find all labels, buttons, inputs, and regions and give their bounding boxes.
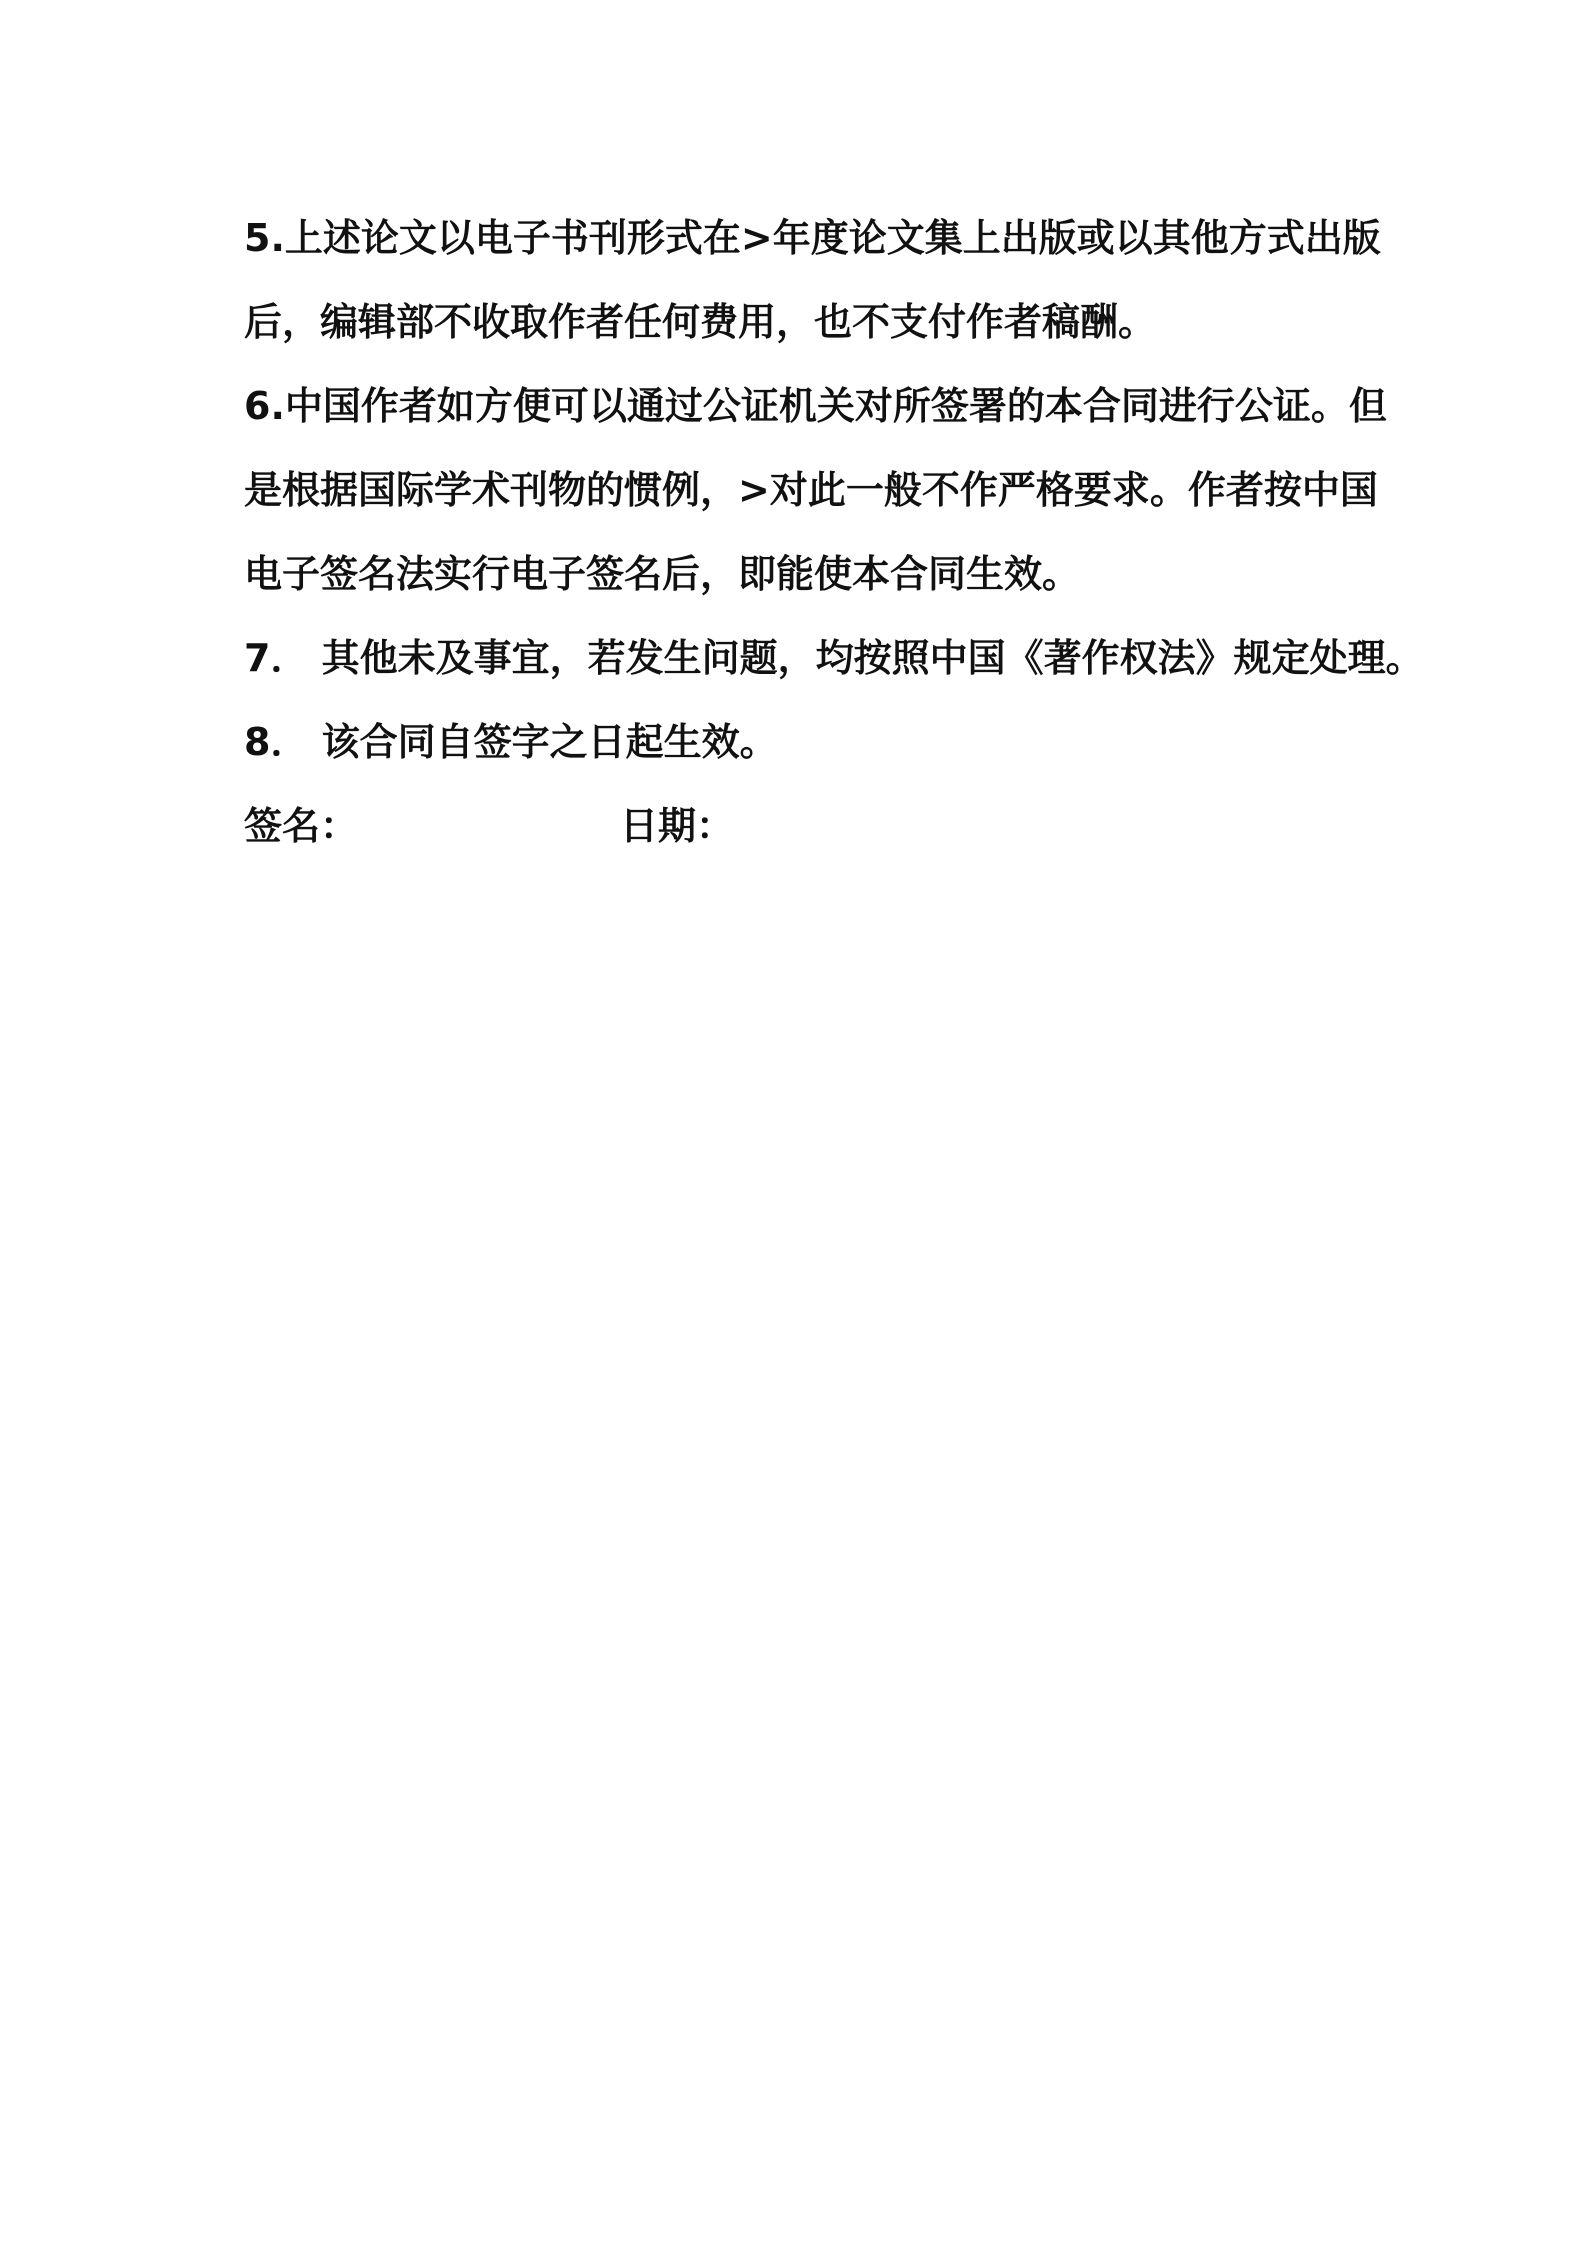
clause-8-line-1: 8． 该合同自签字之日起生效。 (244, 720, 778, 764)
clause-5-line-1: 5.上述论文以电子书刊形式在>年度论文集上出版或以其他方式出版 (244, 216, 1381, 260)
clause-6-line-1: 6.中国作者如方便可以通过公证机关对所签署的本合同进行公证。但 (244, 384, 1387, 428)
signature-label: 签名： (244, 804, 359, 848)
date-label: 日期： (620, 804, 735, 848)
signature-row (244, 784, 1364, 868)
clause-6-line-3: 电子签名法实行电子签名后，即能使本合同生效。 (244, 552, 1081, 596)
clause-6-line-2: 是根据国际学术刊物的惯例，>对此一般不作严格要求。作者按中国 (244, 468, 1378, 512)
clause-7-line-1: 7． 其他未及事宜，若发生问题，均按照中国《著作权法》规定处理。 (244, 636, 1424, 680)
document-body (244, 196, 1424, 868)
clause-5-line-2: 后，编辑部不收取作者任何费用，也不支付作者稿酬。 (244, 300, 1157, 344)
